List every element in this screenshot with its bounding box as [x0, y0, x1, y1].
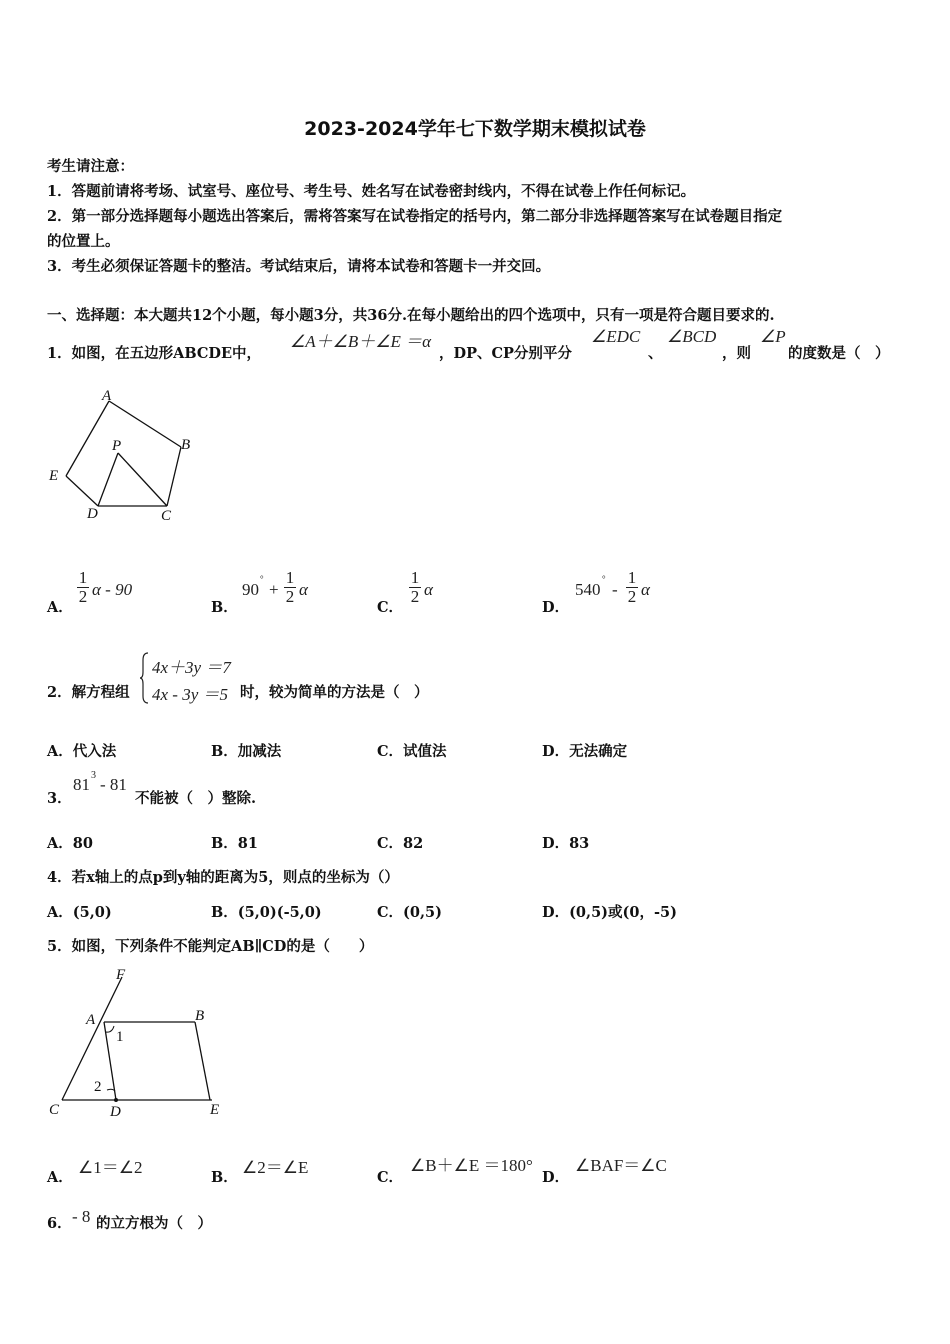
q4-option-b: B．(5,0)(-5,0) — [211, 904, 322, 921]
q1-option-d-den: 2 — [627, 587, 637, 606]
page-title: 2023-2024学年七下数学期末模拟试卷 — [304, 118, 646, 140]
q1-option-d-minus: - — [612, 580, 618, 599]
q3-suffix: 不能被（ ）整除. — [135, 790, 257, 807]
q4-option-a: A．(5,0) — [47, 904, 112, 921]
q3-option-d: D．83 — [542, 835, 590, 852]
q2-option-a: A．代入法 — [47, 743, 117, 760]
q1-then: ，则 — [722, 345, 751, 362]
notice-heading: 考生请注意： — [47, 158, 134, 175]
q2-option-b: B．加减法 — [211, 743, 282, 760]
q1-option-d-label: D． — [542, 599, 570, 616]
q5-text: 5．如图，下列条件不能判定AB∥CD的是（ ） — [47, 938, 374, 955]
q5-label-c: C — [49, 1102, 60, 1118]
q4-text: 4．若x轴上的点p到y轴的距离为5，则点的坐标为（） — [47, 869, 399, 886]
q1-option-a-num: 1 — [78, 568, 88, 587]
q5-parallel-figure — [40, 960, 240, 1125]
section-heading: 一、选择题：本大题共12个小题，每小题3分，共36分.在每小题给出的四个选项中，只有一项是符合题目要求的. — [47, 307, 775, 324]
q5-label-2: 2 — [94, 1079, 102, 1095]
q1-sep: 、 — [648, 345, 663, 362]
q1-option-c-expr: α — [424, 580, 433, 599]
q4-option-d: D．(0,5)或(0，-5) — [542, 904, 677, 921]
q1-option-d-num: 1 — [627, 568, 637, 587]
q5-option-b-label: B． — [211, 1169, 238, 1186]
q3-option-b: B．81 — [211, 835, 258, 852]
q1-prefix: 1．如图，在五边形ABCDE中， — [47, 345, 262, 362]
q1-option-b-pre: 90 — [242, 580, 259, 599]
q1-option-b-num: 1 — [285, 568, 295, 587]
q2-option-d: D．无法确定 — [542, 743, 628, 760]
q4-option-c: C．(0,5) — [377, 904, 442, 921]
q1-option-d-expr: α — [641, 580, 650, 599]
q2-brace-icon — [140, 652, 150, 704]
q1-label-c: C — [161, 508, 172, 524]
q1-option-a-den: 2 — [78, 587, 88, 606]
q5-option-c-expr: ∠B＋∠E ＝180° — [410, 1156, 533, 1175]
q5-option-a-expr: ∠1＝∠2 — [78, 1158, 143, 1177]
q5-option-c-label: C． — [377, 1169, 404, 1186]
q3-rest: - 81 — [100, 775, 127, 794]
q1-option-c-den: 2 — [410, 587, 420, 606]
q1-option-d-pre: 540 — [575, 580, 601, 599]
q1-label-a: A — [102, 388, 112, 404]
q1-option-b-fraction — [284, 569, 296, 606]
q1-option-b-expr: α — [299, 580, 308, 599]
q1-option-d-fraction — [626, 569, 638, 606]
notice-item-2-cont: 的位置上。 — [47, 233, 120, 250]
q6-suffix: 的立方根为（ ） — [96, 1215, 212, 1232]
q1-option-b-plus: + — [269, 580, 279, 599]
q1-option-a-expr: α - 90 — [92, 580, 133, 599]
q1-label-b: B — [181, 437, 191, 453]
q1-angle-bcd: ∠BCD — [667, 327, 717, 346]
q3-option-c: C．82 — [377, 835, 424, 852]
q1-option-c-num: 1 — [410, 568, 420, 587]
notice-item-1: 1．答题前请将考场、试室号、座位号、考生号、姓名写在试卷密封线内，不得在试卷上作任何标记。 — [47, 183, 696, 200]
notice-item-3: 3．考生必须保证答题卡的整洁。考试结束后，请将本试卷和答题卡一并交回。 — [47, 258, 551, 275]
q1-option-c-fraction — [409, 569, 421, 606]
q1-option-d-degree: ° — [602, 574, 606, 584]
q3-base: 81 — [73, 775, 90, 794]
q1-label-e: E — [49, 468, 59, 484]
q1-pentagon-figure — [40, 380, 210, 530]
q1-label-d: D — [87, 506, 98, 522]
q5-label-f: F — [116, 967, 126, 983]
q1-label-p: P — [112, 438, 122, 454]
q5-label-b: B — [195, 1008, 205, 1024]
q5-option-a-label: A． — [47, 1169, 73, 1186]
q1-option-a-label: A． — [47, 599, 73, 616]
q5-label-1: 1 — [116, 1029, 124, 1045]
q1-angle-p: ∠P — [760, 327, 786, 346]
q2-equation-1: 4x＋3y ＝7 — [152, 658, 231, 677]
q5-label-d: D — [110, 1104, 121, 1120]
q2-option-c: C．试值法 — [377, 743, 447, 760]
q2-suffix: 时，较为简单的方法是（ ） — [240, 684, 429, 701]
notice-item-2: 2．第一部分选择题每小题选出答案后，需将答案写在试卷指定的括号内，第二部分非选择题答案写在试卷题目指定 — [47, 208, 783, 225]
q3-exponent: 3 — [91, 770, 96, 781]
q6-prefix: 6． — [47, 1215, 72, 1232]
q5-option-d-expr: ∠BAF＝∠C — [575, 1156, 667, 1175]
q3-option-a: A．80 — [47, 835, 93, 852]
q1-mid: ，DP、CP分别平分 — [439, 345, 572, 362]
q1-option-a-fraction — [77, 569, 89, 606]
q1-suffix: 的度数是（ ） — [788, 345, 890, 362]
q1-option-b-den: 2 — [285, 587, 295, 606]
q1-option-b-label: B． — [211, 599, 238, 616]
q3-prefix: 3． — [47, 790, 72, 807]
q2-prefix: 2．解方程组 — [47, 684, 130, 701]
q5-option-d-label: D． — [542, 1169, 570, 1186]
q1-option-b-degree: ° — [260, 574, 264, 584]
q1-angle-edc: ∠EDC — [591, 327, 641, 346]
q6-expr: - 8 — [72, 1207, 91, 1226]
q1-option-c-label: C． — [377, 599, 404, 616]
q5-label-e: E — [210, 1102, 220, 1118]
q2-equation-2: 4x - 3y ＝5 — [152, 685, 229, 704]
q1-condition: ∠A＋∠B＋∠E ＝α — [290, 332, 432, 351]
q5-label-a: A — [86, 1012, 96, 1028]
q5-option-b-expr: ∠2＝∠E — [242, 1158, 309, 1177]
